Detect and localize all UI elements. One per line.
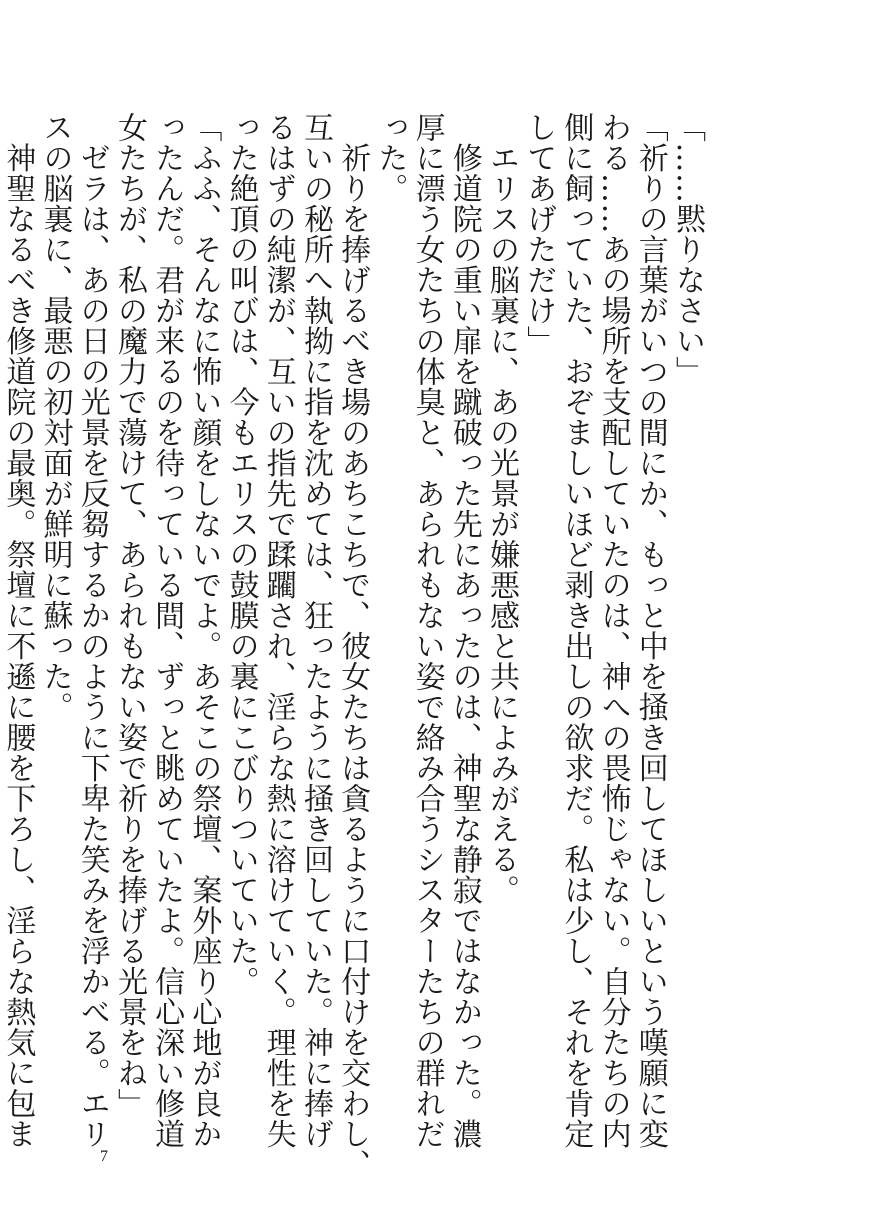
text-line: 修道院の重い扉を蹴破った先にあったのは、神聖な静寂ではなかった。濃	[446, 112, 482, 1149]
text-line: 「祈りの言葉がいつの間にか、もっと中を掻き回してほしいという嘆願に変	[632, 112, 668, 1149]
text-line: 「……黙りなさい」	[670, 112, 705, 387]
text-line: るはずの純潔が、互いの指先で蹂躙され、淫らな熱に溶けていく。理性を失	[260, 112, 296, 1149]
vertical-text-body	[0, 112, 706, 1180]
text-line: スの脳裏に、最悪の初対面が鮮明に蘇った。	[37, 112, 73, 722]
page-number: 7	[100, 1148, 108, 1165]
text-line: った絶頂の叫びは、今もエリスの鼓膜の裏にこびりついていた。	[223, 112, 259, 997]
text-line: 祈りを捧げるべき場のあちこちで、彼女たちは貪るように口付けを交わし、	[335, 112, 371, 1180]
text-line: 女たちが、私の魔力で蕩けて、あられもない姿で祈りを捧げる光景をね」	[111, 112, 147, 1119]
text-line: 「ふふ、そんなに怖い顔をしないでよ。あそこの祭壇、案外座り心地が良か	[186, 112, 222, 1149]
text-line: 厚に漂う女たちの体臭と、あられもない姿で絡み合うシスターたちの群れだ	[409, 112, 445, 1149]
text-line: わる……あの場所を支配していたのは、神への畏怖じゃない。自分たちの内	[595, 112, 631, 1149]
text-line: 神聖なるべき修道院の最奥。祭壇に不遜に腰を下ろし、淫らな熱気に包ま	[0, 112, 36, 1149]
text-line: った。	[372, 112, 408, 204]
text-line: エリスの脳裏に、あの光景が嫌悪感と共によみがえる。	[483, 112, 519, 905]
text-line: 互いの秘所へ執拗に指を沈めては、狂ったように掻き回していた。神に捧げ	[297, 112, 333, 1149]
text-line: 側に飼っていた、おぞましいほど剥き出しの欲求だ。私は少し、それを肯定	[558, 112, 594, 1149]
text-line: ったんだ。君が来るのを待っている間、ずっと眺めていたよ。信心深い修道	[149, 112, 185, 1149]
text-line: ゼラは、あの日の光景を反芻するかのように下卑た笑みを浮かべる。エリ	[74, 112, 110, 1149]
text-line: してあげただけ」	[521, 112, 557, 356]
